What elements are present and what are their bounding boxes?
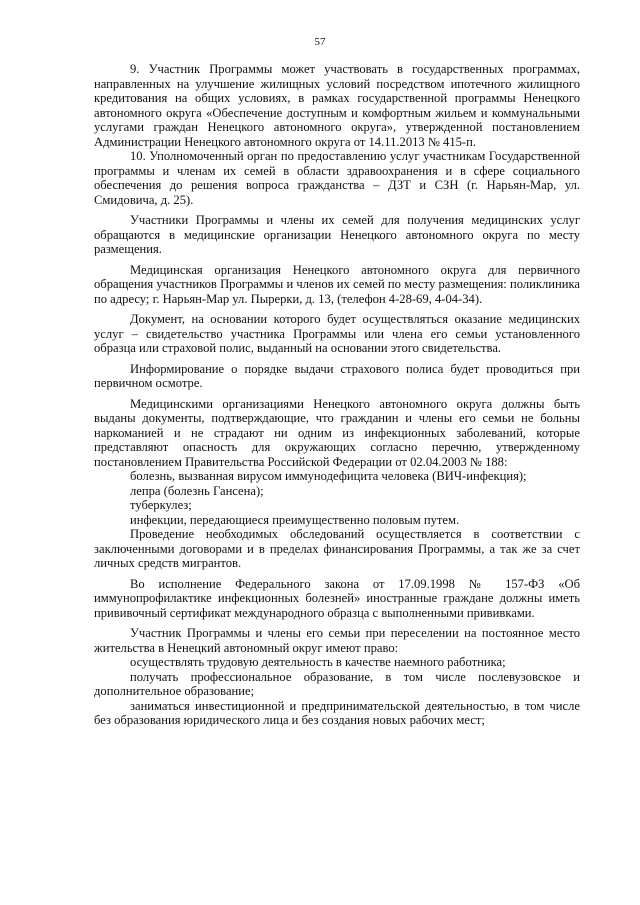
page-body bbox=[94, 62, 580, 728]
paragraph-9-mortgage-programs: 9. Участник Программы может участвовать в государственных программах, направленных на улучшение жилищных условий посредством ипотечного жилищного кредитования на общих условиях, в рамках государственной программы Ненецкого автономного округа «Обеспечение доступным и комфортным жильем и коммунальными услугами граждан Ненецкого автономного округа», утвержденной постановлением Администрации Ненецкого автономного округа от 14.11.2013 № 415-п. bbox=[94, 62, 580, 149]
paragraph-rights-intro: Участник Программы и члены его семьи при переселении на постоянное место жительства в Ненецкий автономный округ имеют право: bbox=[94, 626, 580, 655]
list-item-leprosy: лепра (болезнь Гансена); bbox=[130, 483, 264, 498]
list-item-hiv: болезнь, вызванная вирусом иммунодефицита человека (ВИЧ-инфекция); bbox=[130, 469, 527, 483]
rights-item-employment: осуществлять трудовую деятельность в качестве наемного работника; bbox=[130, 655, 506, 669]
paragraph-primary-clinic: Медицинская организация Ненецкого автономного округа для первичного обращения участников Программы и членов их семей по месту размещения: поликлиника по адресу; г. Нарьян-Мар ул. Пырерки, д. 13, (телефон 4-28-69, 4-04-34). bbox=[94, 262, 580, 306]
paragraph-medical-services: Участники Программы и члены их семей для получения медицинских услуг обращаются в медицинские организации Ненецкого автономного округа по месту размещения. bbox=[94, 213, 580, 256]
rights-item-education: получать профессиональное образование, в том числе послевузовское и дополнительное образование; bbox=[94, 669, 580, 698]
page-number: 57 bbox=[314, 36, 326, 48]
paragraph-document-basis: Документ, на основании которого будет осуществляться оказание медицинских услуг – свидетельство участника Программы или члена его семьи установленного образца или страховой полис, выданный на основании этого свидетельства. bbox=[94, 312, 580, 355]
paragraph-vaccination: Во исполнение Федерального закона от 17.09.1998 № 157-ФЗ «Об иммунопрофилактике инфекционных болезней» иностранные граждане должны иметь прививочный сертификат международного образца с выполненными прививками. bbox=[94, 576, 580, 620]
rights-item-business: заниматься инвестиционной и предпринимательской деятельностью, в том числе без образования юридического лица и без создания новых рабочих мест; bbox=[94, 698, 580, 727]
paragraph-examinations: Проведение необходимых обследований осуществляется в соответствии с заключенными договорами и в пределах финансирования Программы, а так же за счет личных средств мигрантов. bbox=[94, 527, 580, 570]
list-item-tuberculosis: туберкулез; bbox=[130, 498, 192, 512]
paragraph-insurance-info: Информирование о порядке выдачи страхового полиса будет проводиться при первичном осмотре. bbox=[94, 361, 580, 390]
list-item-sti: инфекции, передающиеся преимущественно половым путем. bbox=[130, 512, 460, 527]
paragraph-10-authorized-body: 10. Уполномоченный орган по предоставлению услуг участникам Государственной программы и членам их семей в области здравоохранения и в сфере социального обеспечения до решения вопроса гражданства – ДЗТ и СЗН (г. Нарьян-Мар, ул. Смидовича, д. 25). bbox=[94, 149, 580, 207]
paragraph-medical-documents: Медицинскими организациями Ненецкого автономного округа должны быть выданы документы, подтверждающие, что гражданин и члены его семьи не больны наркоманией и не страдают ни одним из инфекционных заболеваний, которые представляют опасность для окружающих согласно перечню, утвержденному постановлением Правительства Российской Федерации от 02.04.2003 № 188: bbox=[94, 396, 580, 469]
